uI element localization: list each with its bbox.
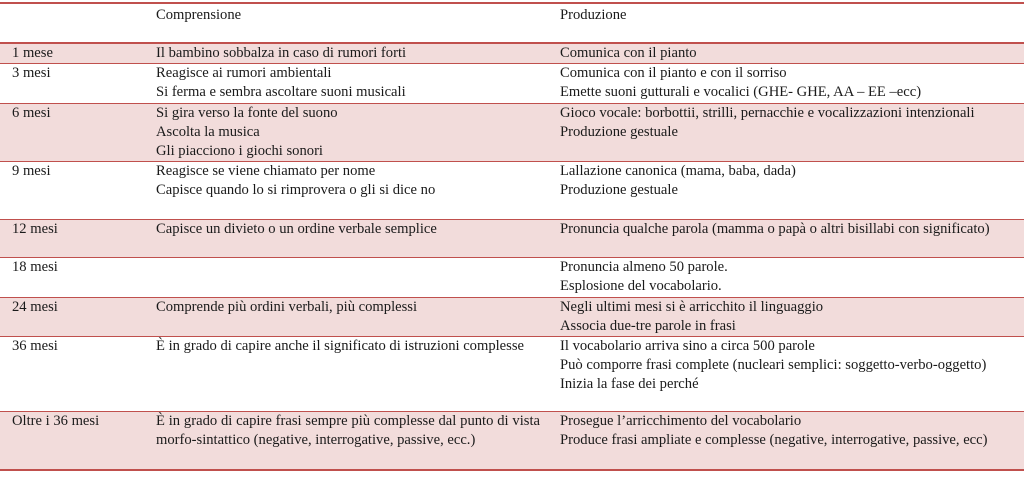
produzione-line: Associa due-tre parole in frasi bbox=[560, 317, 736, 334]
table-row bbox=[0, 337, 1024, 412]
produzione-line: Prosegue l’arricchimento del vocabolario bbox=[560, 413, 802, 430]
table-row bbox=[0, 64, 1024, 103]
age-cell: 24 mesi bbox=[0, 297, 152, 336]
comprensione-line: Gli piacciono i giochi sonori bbox=[156, 143, 323, 160]
produzione-line: Comunica con il pianto e con il sorriso bbox=[560, 65, 787, 82]
development-table bbox=[0, 44, 1024, 471]
produzione-line: Emette suoni gutturali e vocalici (GHE- GHE, AA – EE –ecc) bbox=[560, 84, 922, 101]
produzione-cell bbox=[556, 220, 1024, 258]
age-cell: 1 mese bbox=[0, 44, 152, 64]
produzione-line: Esplosione del vocabolario. bbox=[560, 278, 722, 295]
comprensione-line: È in grado di capire anche il significato di istruzioni complesse bbox=[156, 338, 524, 355]
produzione-line: Può comporre frasi complete (nucleari semplici: soggetto-verbo-oggetto) bbox=[560, 357, 987, 374]
table-row bbox=[0, 297, 1024, 336]
produzione-line: Il vocabolario arriva sino a circa 500 parole bbox=[560, 338, 815, 355]
comprensione-line: Reagisce ai rumori ambientali bbox=[156, 65, 332, 82]
comprensione-line: È in grado di capire frasi sempre più complesse dal punto di vista morfo-sintattico (negative, interrogative, passive, ecc.) bbox=[156, 413, 540, 449]
table-row bbox=[0, 44, 1024, 64]
produzione-cell bbox=[556, 297, 1024, 336]
table-header bbox=[0, 4, 1024, 42]
produzione-line: Inizia la fase dei perché bbox=[560, 376, 699, 393]
header-comprensione: Comprensione bbox=[156, 7, 242, 23]
comprensione-line: Comprende più ordini verbali, più complessi bbox=[156, 298, 418, 315]
table-body bbox=[0, 44, 1024, 470]
table-row bbox=[0, 162, 1024, 220]
produzione-line: Produce frasi ampliate e complesse (negative, interrogative, passive, ecc) bbox=[560, 432, 988, 449]
produzione-cell bbox=[556, 258, 1024, 297]
comprensione-cell bbox=[152, 258, 556, 297]
comprensione-line: Si gira verso la fonte del suono bbox=[156, 104, 338, 121]
comprensione-line: Ascolta la musica bbox=[156, 123, 260, 140]
age-cell: 3 mesi bbox=[0, 64, 152, 103]
age-cell: 9 mesi bbox=[0, 162, 152, 220]
comprensione-cell bbox=[152, 337, 556, 412]
comprensione-cell bbox=[152, 64, 556, 103]
comprensione-line: Reagisce se viene chiamato per nome bbox=[156, 163, 376, 180]
table-row bbox=[0, 412, 1024, 470]
comprensione-cell bbox=[152, 44, 556, 64]
produzione-line: Negli ultimi mesi si è arricchito il linguaggio bbox=[560, 298, 824, 315]
produzione-cell bbox=[556, 64, 1024, 103]
produzione-line: Pronuncia almeno 50 parole. bbox=[560, 259, 728, 276]
comprensione-line: Capisce quando lo si rimprovera o gli si dice no bbox=[156, 182, 436, 199]
table-row bbox=[0, 220, 1024, 258]
produzione-line: Produzione gestuale bbox=[560, 123, 678, 140]
comprensione-cell bbox=[152, 103, 556, 162]
produzione-cell bbox=[556, 412, 1024, 470]
comprensione-line: Il bambino sobbalza in caso di rumori forti bbox=[156, 45, 407, 61]
produzione-line: Lallazione canonica (mama, baba, dada) bbox=[560, 163, 796, 180]
produzione-cell bbox=[556, 44, 1024, 64]
produzione-line: Pronuncia qualche parola (mamma o papà o altri bisillabi con significato) bbox=[560, 221, 990, 238]
produzione-cell bbox=[556, 337, 1024, 412]
header-produzione: Produzione bbox=[560, 7, 627, 23]
age-cell: 18 mesi bbox=[0, 258, 152, 297]
table-row bbox=[0, 258, 1024, 297]
table-row bbox=[0, 103, 1024, 162]
produzione-cell bbox=[556, 162, 1024, 220]
produzione-line: Produzione gestuale bbox=[560, 182, 678, 199]
age-cell: 12 mesi bbox=[0, 220, 152, 258]
age-cell: 6 mesi bbox=[0, 103, 152, 162]
comprensione-line: Capisce un divieto o un ordine verbale semplice bbox=[156, 221, 437, 238]
comprensione-cell bbox=[152, 412, 556, 470]
produzione-cell bbox=[556, 103, 1024, 162]
comprensione-cell bbox=[152, 162, 556, 220]
comprensione-cell bbox=[152, 297, 556, 336]
comprensione-line: Si ferma e sembra ascoltare suoni musicali bbox=[156, 84, 406, 101]
produzione-line: Gioco vocale: borbottii, strilli, pernacchie e vocalizzazioni intenzionali bbox=[560, 104, 975, 121]
produzione-line: Comunica con il pianto bbox=[560, 45, 697, 61]
age-cell: 36 mesi bbox=[0, 337, 152, 412]
age-cell: Oltre i 36 mesi bbox=[0, 412, 152, 470]
comprensione-cell bbox=[152, 220, 556, 258]
